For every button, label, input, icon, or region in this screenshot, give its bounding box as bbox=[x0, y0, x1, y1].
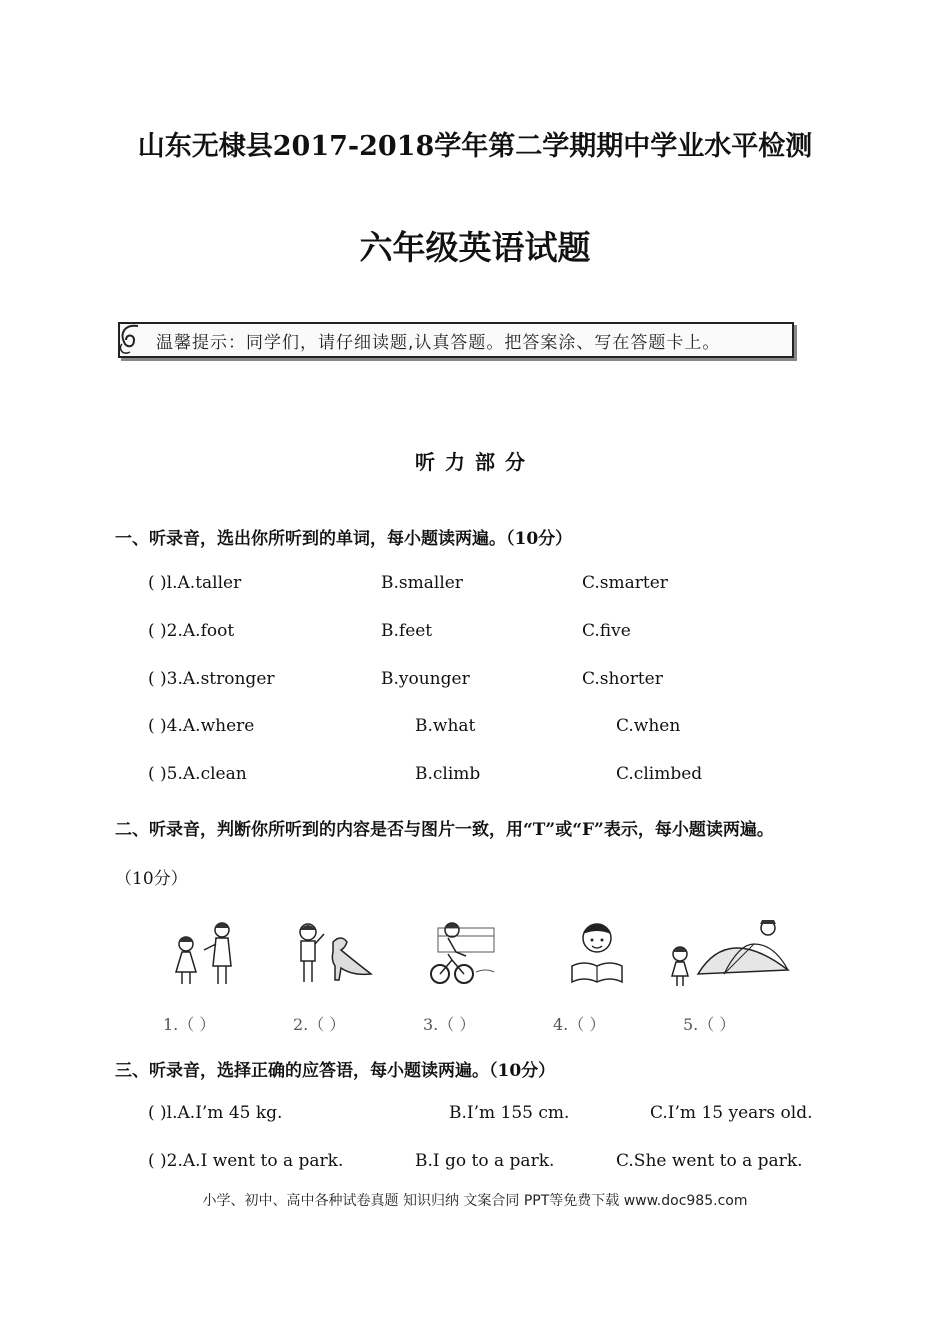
girl-and-tent-icon bbox=[664, 916, 794, 991]
option-c: C.when bbox=[616, 716, 681, 736]
picture-answer-4: 4.（ ） bbox=[553, 1015, 606, 1034]
option-b: B.what bbox=[415, 716, 476, 736]
picture-answer-1: 1.（ ） bbox=[163, 1015, 216, 1034]
exam-title: 山东无棣县2017-2018学年第二学期期中学业水平检测 bbox=[137, 131, 813, 162]
part3-heading: 三、听录音，选择正确的应答语，每小题读两遍。（10分） bbox=[115, 1061, 556, 1081]
question-row bbox=[148, 1103, 848, 1127]
page-footer: 小学、初中、高中各种试卷真题 知识归纳 文案合同 PPT等免费下载 www.doc985.com bbox=[202, 1193, 748, 1209]
question-row bbox=[148, 621, 848, 645]
option-c: C.I’m 15 years old. bbox=[650, 1103, 813, 1123]
girl-and-woman-icon bbox=[160, 916, 250, 991]
question-row bbox=[148, 1151, 848, 1175]
option-a: ( )4.A.where bbox=[148, 716, 255, 736]
option-b: B.I go to a park. bbox=[415, 1151, 555, 1171]
option-a: ( )2.A.I went to a park. bbox=[148, 1151, 344, 1171]
listening-section-title: 听力部分 bbox=[415, 450, 535, 474]
boy-and-dinosaur-icon bbox=[288, 916, 378, 991]
option-b: B.feet bbox=[381, 621, 433, 641]
picture-answer-3: 3.（ ） bbox=[423, 1015, 476, 1034]
part2-points: （10分） bbox=[115, 869, 188, 889]
option-a: ( )3.A.stronger bbox=[148, 669, 275, 689]
option-a: ( )5.A.clean bbox=[148, 764, 247, 784]
option-b: B.I’m 155 cm. bbox=[449, 1103, 570, 1123]
option-c: C.She went to a park. bbox=[616, 1151, 803, 1171]
notice-banner bbox=[118, 322, 794, 358]
picture-answer-2: 2.（ ） bbox=[293, 1015, 346, 1034]
option-c: C.shorter bbox=[582, 669, 663, 689]
notice-text: 温馨提示：同学们，请仔细读题,认真答题。把答案涂、写在答题卡上。 bbox=[156, 333, 721, 353]
exam-subtitle: 六年级英语试题 bbox=[359, 228, 591, 267]
option-c: C.smarter bbox=[582, 573, 668, 593]
question-row bbox=[148, 716, 848, 740]
part2-heading: 二、听录音，判断你所听到的内容是否与图片一致，用“T”或“F”表示，每小题读两遍。 bbox=[115, 820, 774, 840]
option-a: ( )l.A.taller bbox=[148, 573, 242, 593]
question-row bbox=[148, 764, 848, 788]
boy-on-bicycle-icon bbox=[420, 916, 510, 991]
option-a: ( )2.A.foot bbox=[148, 621, 235, 641]
option-b: B.climb bbox=[415, 764, 481, 784]
option-c: C.five bbox=[582, 621, 631, 641]
question-row bbox=[148, 573, 848, 597]
option-b: B.younger bbox=[381, 669, 470, 689]
question-row bbox=[148, 669, 848, 693]
option-b: B.smaller bbox=[381, 573, 463, 593]
boy-reading-book-icon bbox=[552, 916, 642, 991]
option-a: ( )l.A.I’m 45 kg. bbox=[148, 1103, 283, 1123]
option-c: C.climbed bbox=[616, 764, 703, 784]
picture-answer-5: 5.（ ） bbox=[683, 1015, 736, 1034]
part1-heading: 一、听录音，选出你所听到的单词，每小题读两遍。（10分） bbox=[115, 529, 573, 549]
scroll-icon bbox=[116, 320, 144, 360]
